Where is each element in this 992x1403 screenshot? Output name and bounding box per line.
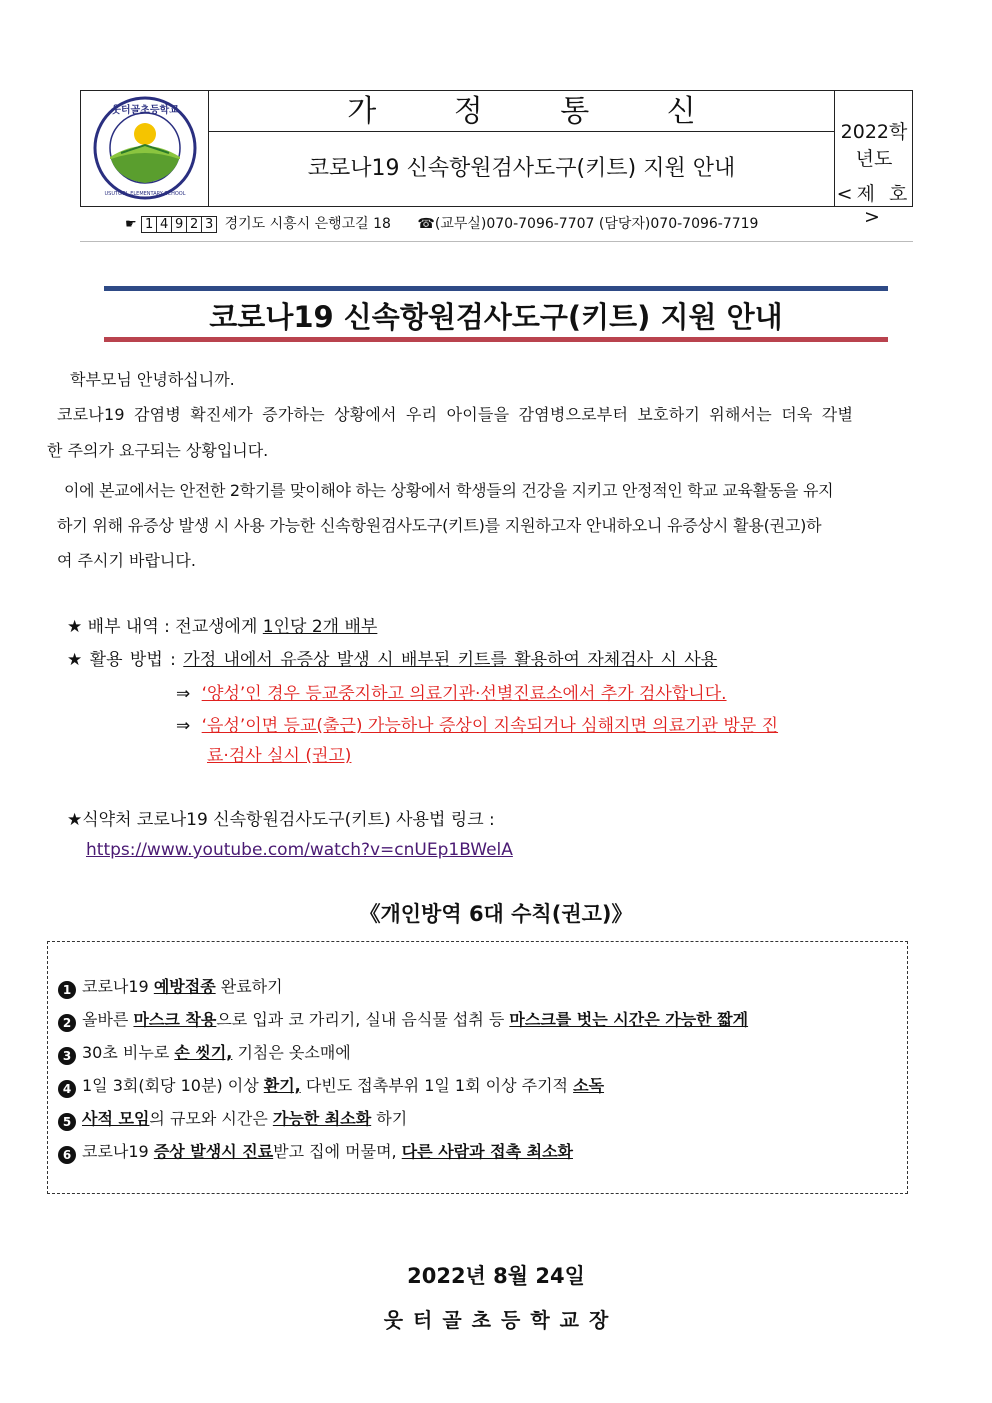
rule-text: 으로 입과 코 가리기, 실내 음식물 섭취 등 xyxy=(216,1010,510,1029)
rule-emphasis: 마스크를 벗는 시간은 가능한 짧게 xyxy=(509,1010,749,1029)
rule-emphasis: 사적 모임 xyxy=(82,1109,150,1128)
header-year-cell xyxy=(835,91,913,228)
rule-item xyxy=(58,974,283,999)
rule-text: 다빈도 접촉부위 1일 1회 이상 주기적 xyxy=(300,1076,574,1095)
rule-emphasis: 증상 발생시 진료 xyxy=(153,1142,274,1161)
postal-digit: 3 xyxy=(201,216,217,233)
usage-value: 가정 내에서 유증상 발생 시 배부된 키트를 활용하여 자체검사 시 사용 xyxy=(183,650,718,670)
number-badge-icon: 3 xyxy=(58,1047,76,1065)
rule-emphasis: 다른 사람과 접촉 최소화 xyxy=(401,1142,573,1161)
title-bar-bottom xyxy=(104,337,888,342)
rule-text: 올바른 xyxy=(82,1010,134,1029)
number-badge-icon: 2 xyxy=(58,1014,76,1032)
postal-digit: 9 xyxy=(171,216,187,233)
school-logo xyxy=(81,91,209,206)
phone-text: ☎(교무실)070-7096-7707 (담당자)070-7096-7719 xyxy=(417,216,759,232)
rule-text: 코로나19 xyxy=(82,977,154,996)
positive-text: ‘양성’인 경우 등교중지하고 의료기관·선별진료소에서 추가 검사합니다. xyxy=(201,684,727,704)
distribution-item xyxy=(67,612,377,637)
logo-text-top: 웃터골초등학교 xyxy=(111,105,179,116)
distribution-label: ★ 배부 내역 : 전교생에게 xyxy=(67,617,263,637)
school-logo-cell xyxy=(81,91,209,206)
rule-emphasis: 예방접종 xyxy=(153,977,216,996)
arrow-icon: ⇒ xyxy=(176,684,191,704)
postal-digit: 1 xyxy=(141,216,157,233)
rules-title: 《개인방역 6대 수칙(권고)》 xyxy=(359,902,633,926)
paragraph-line: 이에 본교에서는 안전한 2학기를 맞이해야 하는 상황에서 학생들의 건강을 지키고 안정적인 학교 교육활동을 유지 xyxy=(64,481,834,500)
rule-text: 의 규모와 시간은 xyxy=(149,1109,273,1128)
rule-text: 코로나19 xyxy=(82,1142,154,1161)
positive-note xyxy=(176,679,727,704)
header-subtitle: 코로나19 신속항원검사도구(키트) 지원 안내 xyxy=(307,156,736,181)
rule-emphasis: 소독 xyxy=(573,1076,605,1095)
greeting: 학부모님 안녕하십니까. xyxy=(70,370,235,389)
paragraph-line: 코로나19 감염병 확진세가 증가하는 상황에서 우리 아이들을 감염병으로부터 보호하기 위해서는 더욱 각별 xyxy=(57,405,854,424)
rule-item xyxy=(58,1139,573,1164)
rule-item xyxy=(58,1040,351,1065)
rule-text: 하기 xyxy=(371,1109,408,1128)
rule-text: 1일 3회(회당 10분) 이상 xyxy=(82,1076,264,1095)
rule-text: 30초 비누로 xyxy=(82,1043,175,1062)
usage-label: ★ 활용 방법 : xyxy=(67,650,184,670)
header-title: 가 정 통 신 xyxy=(347,94,730,129)
rule-item xyxy=(58,1007,748,1032)
youtube-link[interactable]: https://www.youtube.com/watch?v=cnUEp1BWelA xyxy=(86,840,513,860)
rule-emphasis: 가능한 최소화 xyxy=(272,1109,372,1128)
rule-emphasis: 손 씻기, xyxy=(174,1043,233,1062)
paragraph-line: 하기 위해 유증상 발생 시 사용 가능한 신속항원검사도구(키트)를 지원하고자 안내하오니 유증상시 활용(권고)하 xyxy=(57,516,822,535)
address-line xyxy=(125,213,758,233)
header-divider xyxy=(80,241,913,242)
logo-text-bottom: USUTGOL ELEMENTARY SCHOOL xyxy=(104,191,186,197)
negative-note xyxy=(176,711,778,736)
usage-item xyxy=(67,645,717,670)
document-title: 코로나19 신속항원검사도구(키트) 지원 안내 xyxy=(209,300,783,334)
negative-text-cont: 료·검사 실시 (권고) xyxy=(207,746,352,766)
negative-text: ‘음성’이면 등교(출근) 가능하나 증상이 지속되거나 심해지면 의료기관 방문 진 xyxy=(201,716,779,736)
header-title-cell xyxy=(209,91,835,132)
address-text: 경기도 시흥시 은행고길 18 xyxy=(224,216,391,232)
paragraph-line: 한 주의가 요구되는 상황입니다. xyxy=(47,441,269,460)
hand-pointer-icon: ☛ xyxy=(125,217,137,232)
title-bar-top xyxy=(104,286,888,291)
postal-digit: 2 xyxy=(186,216,202,233)
rules-box xyxy=(47,941,908,1194)
document-date: 2022년 8월 24일 xyxy=(407,1264,585,1288)
number-badge-icon: 1 xyxy=(58,981,76,999)
distribution-value: 1인당 2개 배부 xyxy=(262,617,378,637)
issue-number: <제 호> xyxy=(836,183,912,228)
link-label: ★식약처 코로나19 신속항원검사도구(키트) 사용법 링크 : xyxy=(67,810,495,830)
school-year: 2022학년도 xyxy=(840,121,908,170)
rule-emphasis: 마스크 착용 xyxy=(133,1010,217,1029)
number-badge-icon: 6 xyxy=(58,1146,76,1164)
rule-item xyxy=(58,1073,604,1098)
header-subtitle-cell xyxy=(209,132,835,206)
rule-text: 받고 집에 머물며, xyxy=(273,1142,402,1161)
postal-digit: 4 xyxy=(156,216,172,233)
rule-emphasis: 환기, xyxy=(263,1076,301,1095)
number-badge-icon: 4 xyxy=(58,1080,76,1098)
arrow-icon: ⇒ xyxy=(176,716,191,736)
principal-signature: 웃터골초등학교장 xyxy=(383,1308,619,1332)
rule-text: 완료하기 xyxy=(215,977,283,996)
rule-item xyxy=(58,1106,407,1131)
number-badge-icon: 5 xyxy=(58,1113,76,1131)
paragraph-line: 여 주시기 바랍니다. xyxy=(57,551,196,570)
rule-text: 기침은 옷소매에 xyxy=(232,1043,351,1062)
